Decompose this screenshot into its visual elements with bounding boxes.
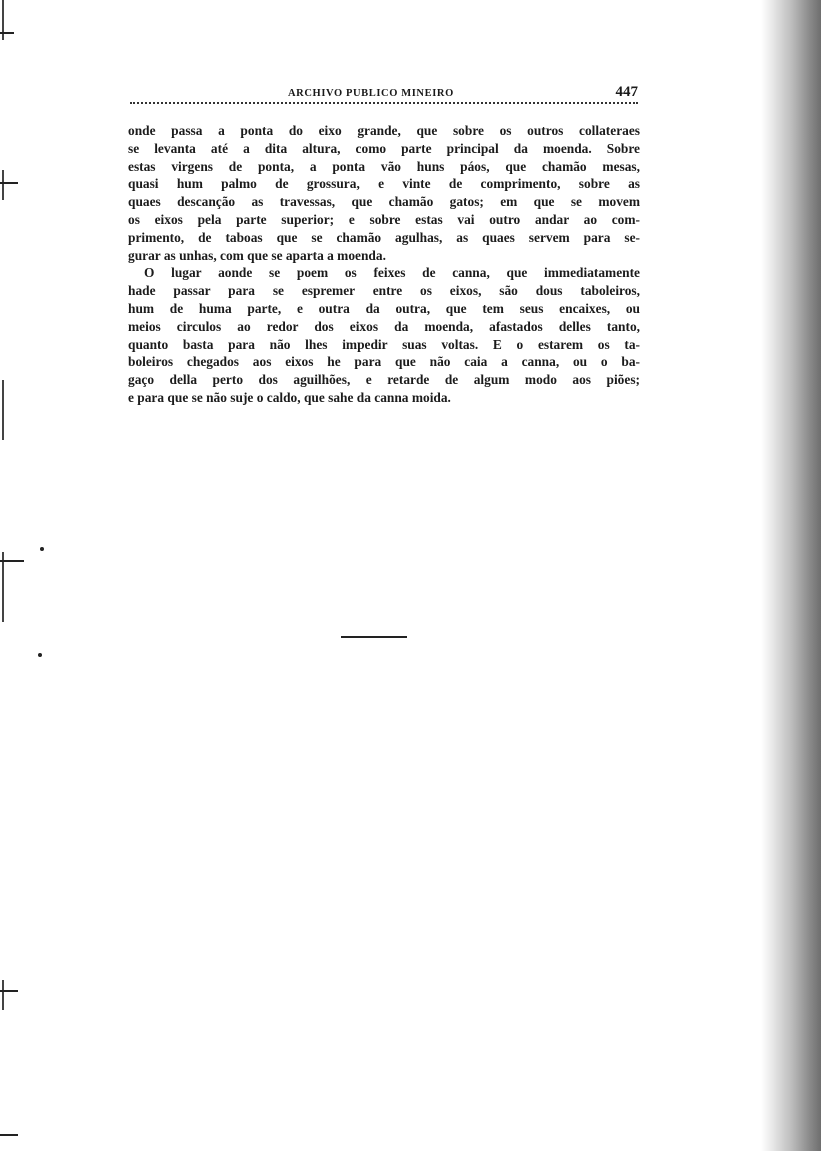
text-line: gurar as unhas, com que se aparta a moenda. [128,247,386,263]
scan-edge-line [2,170,4,200]
scan-edge-mark [0,990,18,992]
page-header [130,82,638,104]
section-end-rule [341,636,407,638]
paragraph-2 [128,264,640,406]
scan-edge-mark [0,32,14,34]
scan-edge-mark [0,182,18,184]
text-line: e para que se não suje o caldo, que sahe da canna moida. [128,389,451,405]
scan-edge-line [2,380,4,440]
paragraph-1 [128,122,640,264]
text-line: hade passar para se espremer entre os eixos, são dous taboleiros, [128,283,640,299]
scan-edge-line [2,0,4,40]
text-line: quaes descanção as travessas, que chamão gatos; em que se movem [128,194,640,210]
scan-speck [40,547,44,551]
text-line: hum de huma parte, e outra da outra, que tem seus encaixes, ou [128,300,640,316]
binding-shadow [761,0,821,1151]
scan-edge-mark [0,1134,18,1136]
text-line: meios circulos ao redor dos eixos da moenda, afastados delles tanto, [128,318,640,334]
text-line: se levanta até a dita altura, como parte principal da moenda. Sobre [128,140,640,156]
scan-edge-line [2,552,4,622]
text-line: onde passa a ponta do eixo grande, que sobre os outros collateraes [128,123,640,138]
header-rule [130,102,638,104]
text-line: O lugar aonde se poem os feixes de canna, que immediatamente [144,265,640,281]
text-line: gaço della perto dos aguilhões, e retarde de algum modo aos piões; [128,372,640,388]
text-line: primento, de taboas que se chamão agulhas, as quaes servem para se- [128,229,640,245]
scan-speck [38,653,42,657]
text-line: boleiros chegados aos eixos he para que não caia a canna, ou o ba- [128,354,640,370]
scan-edge-line [2,980,4,1010]
page-number: 447 [615,84,638,100]
body-text [128,122,640,407]
scan-edge-mark [0,560,24,562]
text-line: quanto basta para não lhes impedir suas voltas. E o estarem os ta- [128,336,640,352]
text-line: quasi hum palmo de grossura, e vinte de comprimento, sobre as [128,176,640,192]
running-title: ARCHIVO PUBLICO MINEIRO [288,88,454,99]
text-line: estas virgens de ponta, a ponta vão huns páos, que chamão mesas, [128,158,640,174]
text-line: os eixos pela parte superior; e sobre estas vai outro andar ao com- [128,211,640,227]
